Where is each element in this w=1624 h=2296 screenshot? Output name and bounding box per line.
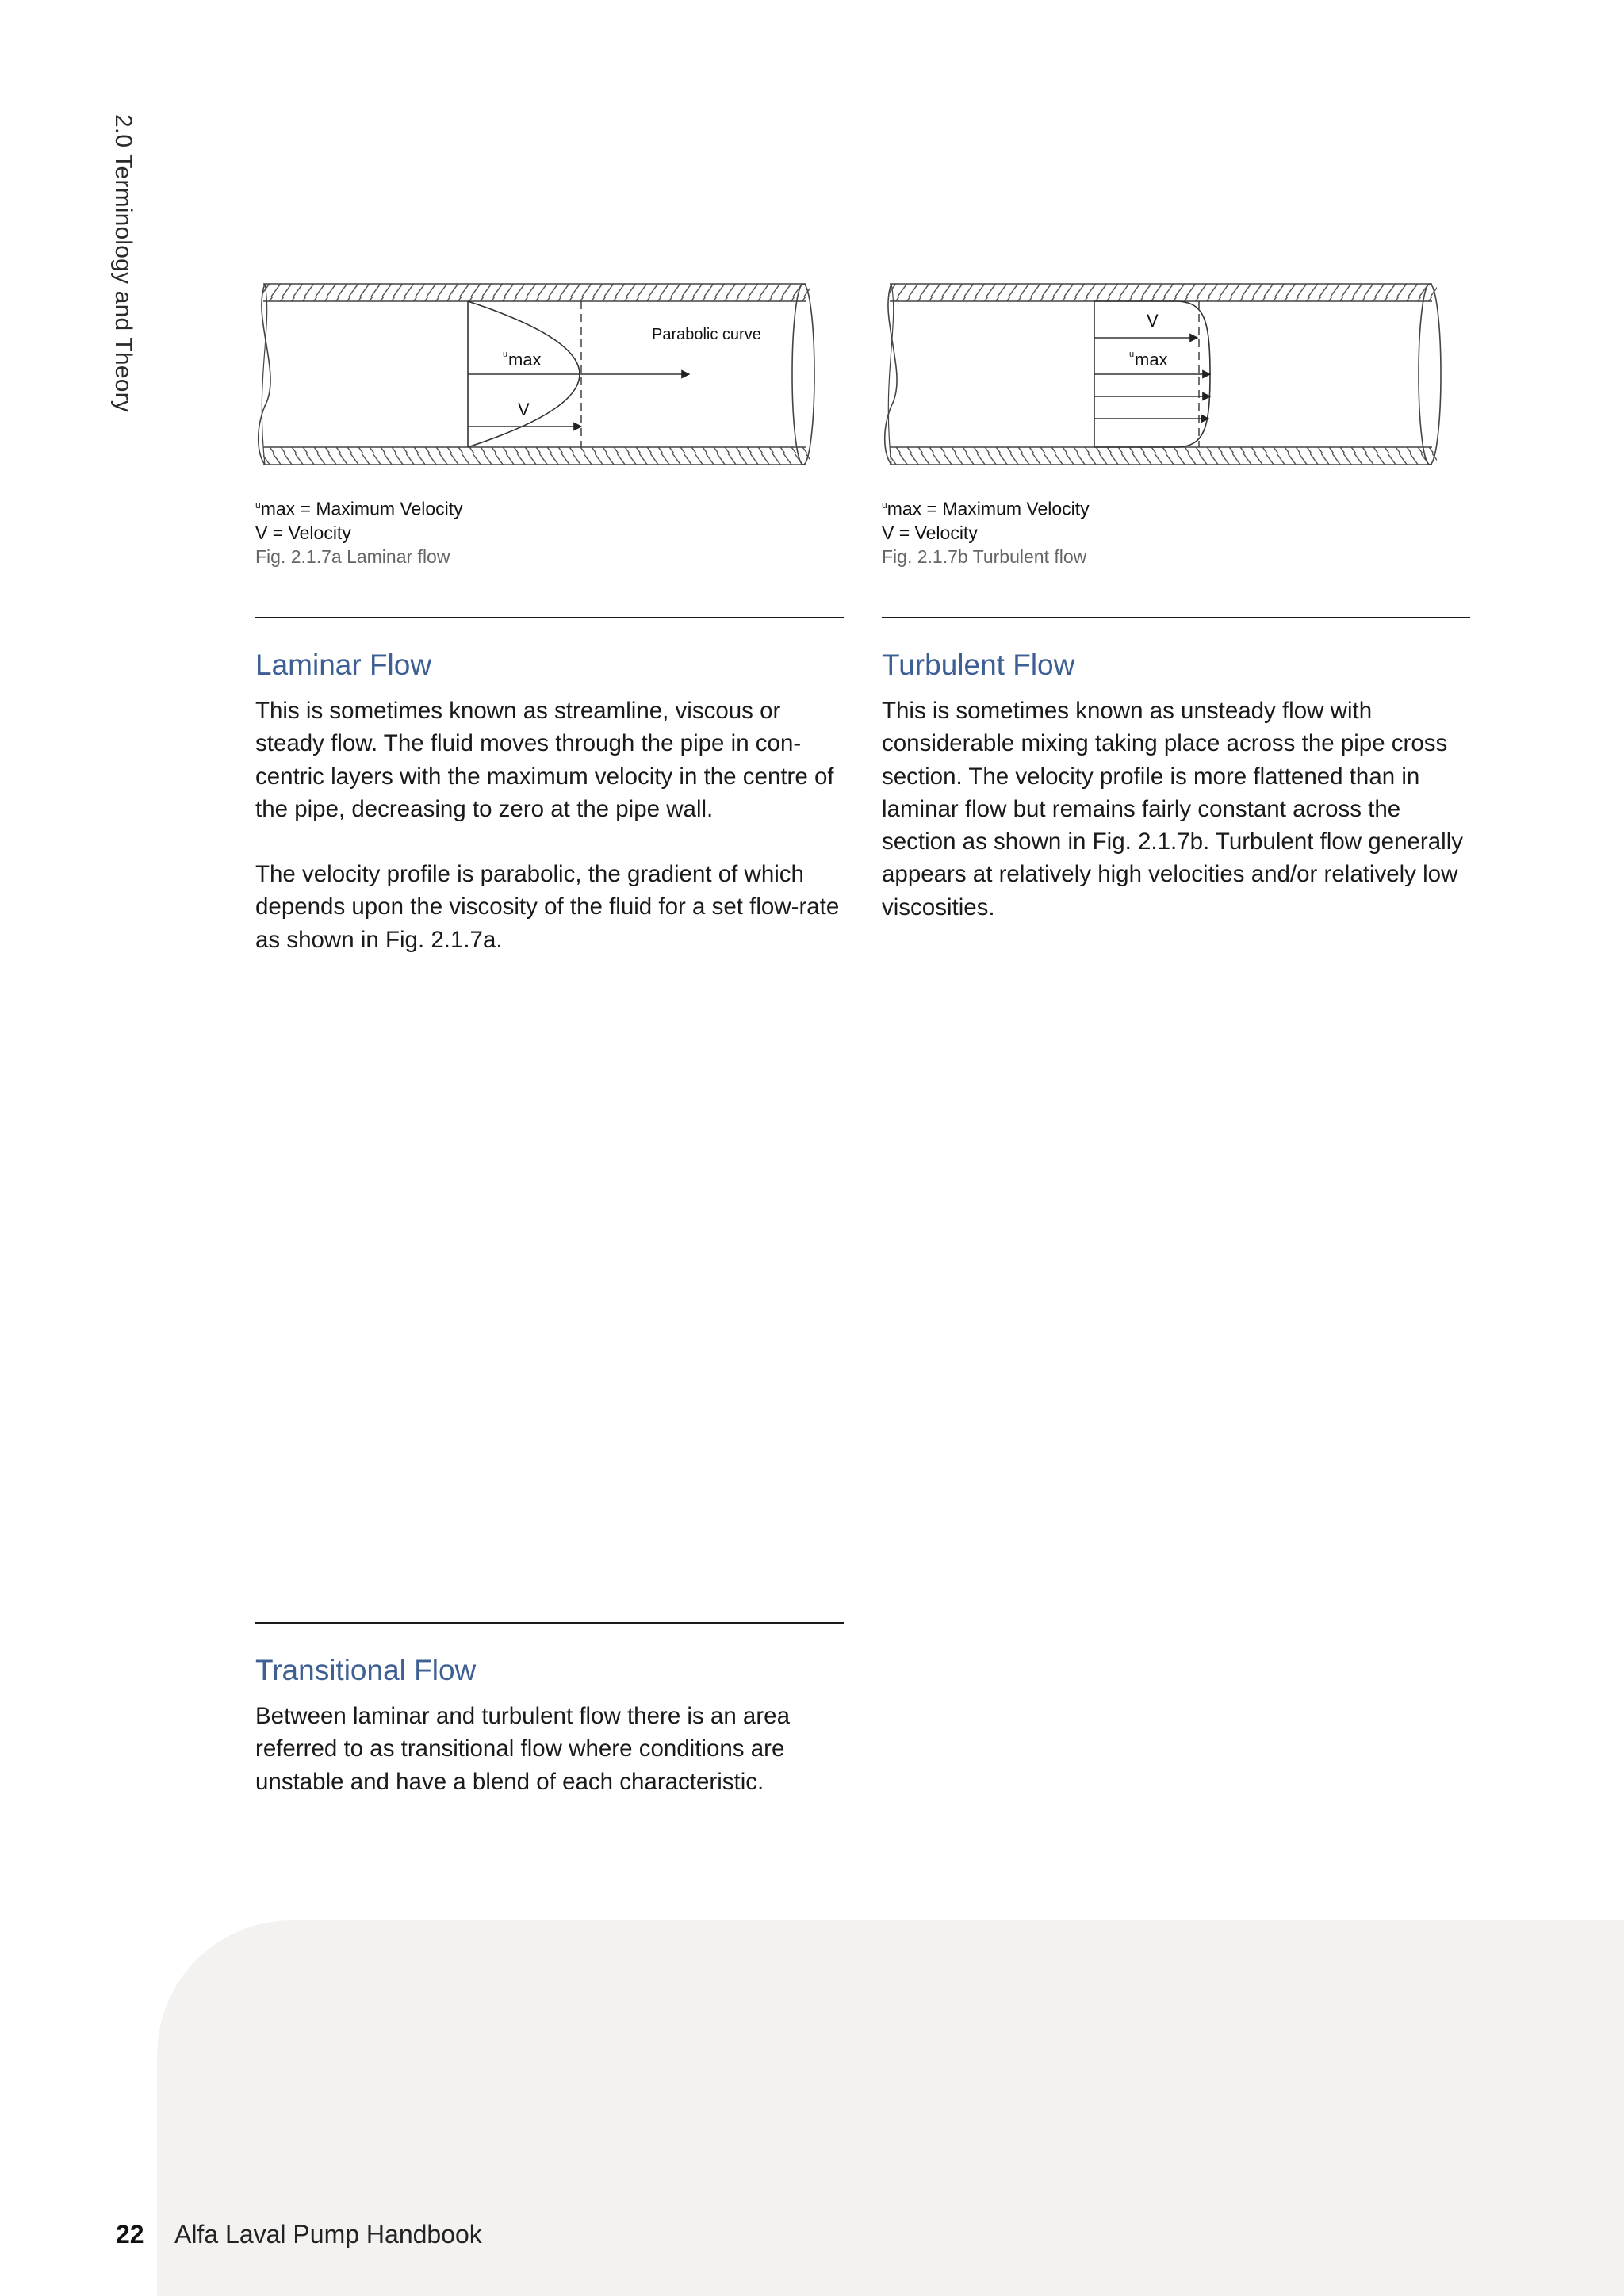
umax-label-prefix: u — [1129, 350, 1135, 359]
figure-caption: Fig. 2.1.7a Laminar flow — [255, 545, 450, 567]
turbulent-flow-heading: Turbulent Flow — [882, 649, 1075, 681]
umax-label: max — [1135, 350, 1168, 369]
paragraph: Between laminar and turbulent flow there is an area referred to as transitional flow where conditions are unstable and have a blend of each characteristic. — [255, 1703, 790, 1795]
v-label: V — [1147, 311, 1159, 331]
section-divider — [255, 1622, 844, 1624]
turbulent-pipe-diagram — [877, 279, 1448, 477]
v-definition: V = Velocity — [882, 522, 978, 543]
turbulent-legend — [882, 493, 1090, 568]
section-divider — [255, 617, 844, 618]
pipe-right-end — [792, 284, 814, 465]
umax-label: max — [508, 350, 542, 369]
pipe-wall-top — [890, 284, 1437, 301]
transitional-flow-body — [255, 1700, 844, 1798]
laminar-pipe-diagram — [251, 279, 822, 477]
turbulent-flow-figure — [877, 279, 1448, 477]
section-divider — [882, 617, 1470, 618]
page-number: 22 — [116, 2220, 144, 2248]
paragraph: This is sometimes known as streamline, viscous or steady flow. The fluid moves through the pipe in con-centric layers with the maximum velocity in the centre of the pipe, decreasing to zero at the pipe wall. — [255, 698, 834, 822]
v-label: V — [518, 400, 530, 419]
paragraph: The velocity profile is parabolic, the gradient of which depends upon the viscosity of the fluid for a set flow-rate as shown in Fig. 2.1.7a. — [255, 861, 840, 953]
laminar-legend — [255, 493, 463, 568]
laminar-flow-figure — [251, 279, 822, 477]
book-title: Alfa Laval Pump Handbook — [174, 2220, 482, 2248]
v-definition: V = Velocity — [255, 522, 351, 543]
section-header: 2.0 Terminology and Theory — [110, 114, 136, 412]
laminar-flow-body — [255, 695, 844, 956]
laminar-flow-heading: Laminar Flow — [255, 649, 432, 681]
turbulent-flow-body — [882, 695, 1470, 924]
pipe-wall-bottom — [890, 447, 1437, 465]
transitional-flow-heading: Transitional Flow — [255, 1654, 477, 1686]
pipe-wall-bottom — [263, 447, 810, 465]
pipe-left-end — [885, 284, 897, 465]
pipe-right-end — [1419, 284, 1441, 465]
pipe-left-end — [259, 284, 270, 465]
parabolic-curve-label: Parabolic curve — [652, 326, 761, 343]
umax-definition: $^u$max = Maximum Velocity — [255, 498, 463, 519]
pipe-wall-top — [263, 284, 810, 301]
umax-definition: $^u$max = Maximum Velocity — [882, 498, 1090, 519]
figure-caption: Fig. 2.1.7b Turbulent flow — [882, 545, 1087, 567]
paragraph: This is sometimes known as unsteady flow with considerable mixing taking place across the pipe cross section. The velocity profile is more flattened than in laminar flow but remains fairly constant across the section as shown in Fig. 2.1.7b. Turbulent flow generally appears at relatively high velocities and/or relatively low viscosities. — [882, 698, 1463, 920]
umax-label-prefix: u — [503, 350, 508, 359]
